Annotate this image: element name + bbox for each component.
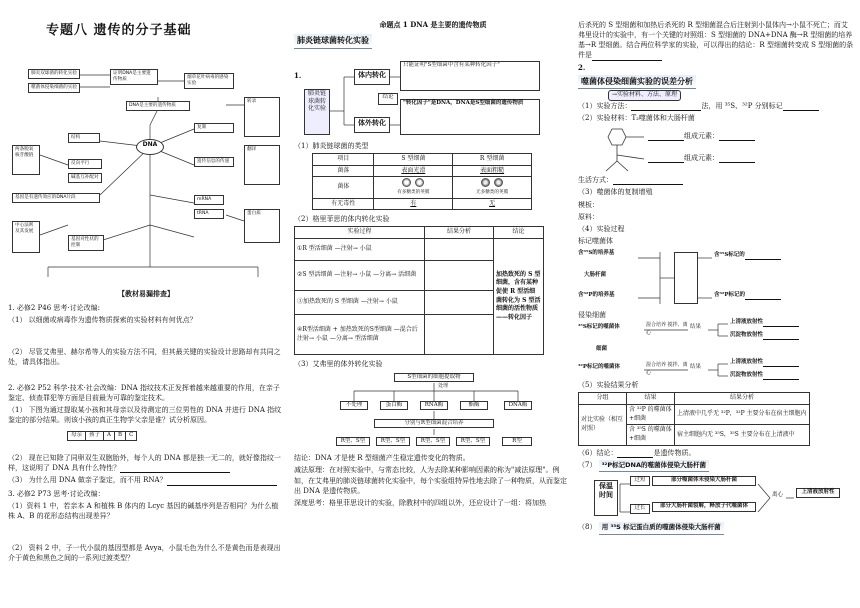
- map-node: 肺炎双球菌的转化实验: [28, 69, 80, 79]
- experiment-item: （2）实验材料：T₂噬菌体和大肠杆菌: [578, 114, 695, 123]
- labeled-result: 含³²P标记的: [714, 292, 781, 300]
- infect-phage-label: ³²P标记的噬菌体: [578, 364, 620, 371]
- cell: 表面粗糙: [453, 165, 532, 177]
- colony-icon: [481, 178, 490, 187]
- labeled-result: 含³⁵S标记的: [714, 252, 781, 260]
- answer-blank[interactable]: [648, 133, 684, 141]
- transform-diagram: [294, 53, 572, 141]
- colony-icon: [415, 178, 424, 187]
- answer-blank[interactable]: [592, 53, 662, 61]
- answer-blank[interactable]: [719, 155, 755, 163]
- answer-blank[interactable]: [745, 292, 781, 300]
- infect-bacteria-label: 细菌: [596, 346, 608, 353]
- avery-part: 蛋白酶: [380, 401, 408, 410]
- continued-text: 后杀死的 S 型细菌和加热后杀死的 R 型细菌混合后注射到小鼠体内→小鼠不死亡；而艾弗里设计的实验中，有一个关键的对照组：S 型细菌的 DNA+DNA 酶→R 型细菌的培养基→R 型细菌。结合两位科学家的实验，可以得出的结论：R 型细菌转变成 S 型细菌的条件是: [578, 21, 854, 60]
- table-caption: （3）艾弗里的体外转化实验: [294, 360, 383, 369]
- subtraction-text: 减法原理：在对照实验中，与常态比较，人为去除某种影响因素的称为"减法原理"。例如，在艾弗里的肺炎链球菌转化实验中，每个实验组特异性地去除了一种物质，从而鉴定出 DNA 是遗传物质。: [294, 466, 567, 495]
- concept-map: [8, 45, 284, 283]
- bacteria-label: 大肠杆菌: [584, 272, 607, 279]
- infect-head: 侵染细菌: [578, 311, 606, 320]
- colony-icon: [402, 178, 411, 187]
- error-result: 上清液放射性: [796, 488, 840, 497]
- table-row: [579, 405, 810, 425]
- question-head: 3. 必修2 P73 思考·讨论改编：: [8, 489, 105, 498]
- answer-blank[interactable]: [167, 478, 277, 486]
- question-item: （1） 以细菌或病毒作为遗传物质探索的实验材料有何优点？: [8, 316, 197, 325]
- template-line: 模板：: [578, 200, 599, 209]
- experiment-item: （1）实验方法： 法，用 ³⁵S、³²P 分别标记: [578, 101, 854, 111]
- table-header: R 型细菌: [453, 153, 532, 165]
- griffith-table: [294, 226, 544, 355]
- map-node: 复制: [194, 123, 234, 133]
- table-header: 分组: [579, 393, 627, 405]
- mix-label: 混合培养 搅拌、离心: [646, 362, 688, 376]
- cell: 无: [453, 198, 532, 210]
- map-node: 烟草花叶病毒的感染实验: [184, 73, 234, 89]
- avery-top: S型细菌的细胞提取物: [394, 373, 474, 382]
- map-node: 基因是有遗传效应的DNA片段: [12, 193, 100, 203]
- column-middle: [294, 0, 572, 608]
- cell: 对比实验（相互对照）: [579, 405, 627, 446]
- table-caption: （1）肺炎链球菌的类型: [294, 141, 369, 150]
- fingerprint-label: 孩子: [85, 431, 104, 441]
- error-desc: 部分大肠杆菌裂解，释放子代噬菌体: [652, 502, 756, 511]
- table-caption: （2）格里菲思的体内转化实验: [294, 215, 390, 224]
- question-item: （3） 为什么用 DNA 做亲子鉴定，而不用 RNA？: [8, 475, 284, 485]
- cell: 宿主细胞内无 ³⁵S，³⁵S 主要分布在上清液中: [675, 425, 810, 445]
- section-banner: 噬菌体侵染细菌实验的误差分析: [578, 75, 696, 90]
- table-header: 结果分析: [675, 393, 810, 405]
- cell: ④R型活细菌 + 加热致死的S型细菌 —混合后注射→ 小鼠 —分离→ 型活细菌: [295, 315, 425, 355]
- topic-head: 命题点 1 DNA 是主要的遗传物质: [379, 20, 487, 29]
- map-node: 证明DNA是主要遗传物质: [110, 69, 158, 85]
- avery-result: R型、S型: [376, 437, 410, 446]
- map-center: DNA: [136, 139, 164, 155]
- supernatant-result: 上清液放射性: [730, 319, 799, 327]
- cell: 有无毒性: [313, 198, 374, 210]
- map-node: tRNA: [194, 209, 224, 219]
- item-number: 2.: [578, 62, 586, 72]
- table-header: 结果: [627, 393, 675, 405]
- element-label: 组成元素：: [648, 153, 755, 163]
- deep-thought-text: 深度思考：格里菲思设计的实验，除教材中的四组以外，还应设计了一组：将加热: [294, 498, 546, 507]
- cell: ②S 型活细菌 —注射→ 小鼠 —分离→ 活细菌: [295, 261, 425, 291]
- avery-result: R型、S型: [456, 437, 490, 446]
- fingerprint-label: A: [103, 431, 115, 441]
- column-left: [8, 0, 284, 608]
- result-tag: 结论: [378, 93, 398, 105]
- replicate-head: （3）噬菌体的复制增殖: [578, 188, 653, 197]
- answer-blank[interactable]: [648, 155, 684, 163]
- cell: 含 ³²P 的噬菌体+细菌: [627, 405, 675, 425]
- cell: 上清液中几乎无 ³²P，³²P 主要分布在宿主细胞内: [675, 405, 810, 425]
- avery-process: 处理: [438, 383, 449, 390]
- cell: 无多糖类的荚膜: [453, 177, 532, 198]
- cell: 菌落: [313, 165, 374, 177]
- question-item: （2） 现在已知除了同卵双生双胞胎外，每个人的 DNA 都是独一无二的，就好像指纹一样，这说明了 DNA 具有什么特性？: [8, 454, 281, 473]
- question-2: [8, 383, 284, 486]
- table-row: [313, 165, 532, 177]
- cell: [425, 261, 494, 291]
- map-node: 反向平行: [68, 159, 102, 169]
- section-title: 【教材易漏排查】: [118, 288, 174, 298]
- supernatant-result: 上清液放射性: [730, 359, 799, 367]
- answer-blank[interactable]: [763, 332, 799, 340]
- error-desc: 部分噬菌体未侵染大肠杆菌: [652, 476, 756, 485]
- exp-note: "转化因子"是DNA，DNA是S型细菌的遗传物质: [400, 99, 540, 135]
- avery-part: RNA酶: [420, 401, 448, 410]
- final-banner: 用 ³⁵S 标记蛋白质的噬菌体侵染大肠杆菌: [599, 522, 724, 534]
- table-row: [295, 239, 544, 261]
- material-line: 原料：: [578, 212, 599, 221]
- cell: 有多糖类的荚膜: [374, 177, 453, 198]
- bacteria-types-table: [312, 153, 532, 210]
- column-right: [578, 0, 854, 608]
- fingerprint-label: C: [125, 431, 137, 441]
- fingerprint-label: 母亲: [67, 431, 86, 441]
- item-number: （7） ³²P标记DNA的噬菌体侵染大肠杆菌: [578, 460, 854, 472]
- avery-result: R型、S型: [336, 437, 370, 446]
- map-node: 噬菌体侵染细菌的实验: [28, 83, 80, 93]
- answer-blank[interactable]: [613, 177, 683, 185]
- table-header: 实验过程: [295, 227, 425, 239]
- phage-icon: [592, 125, 652, 175]
- medium-label: 含³⁵S的培养基: [578, 250, 615, 257]
- answer-blank[interactable]: [719, 133, 755, 141]
- avery-part: 酯酶: [460, 401, 488, 410]
- avery-diagram: [294, 371, 572, 453]
- colony-icon: [494, 178, 503, 187]
- cell: [425, 239, 494, 261]
- map-node: 结构: [68, 133, 100, 143]
- question-item: （1）资料 1 中，若亲本 A 和植株 B 体内的 Lcyc 基因的碱基序列是否相同？为什么植株 A、B 的花形态结构出现差异？: [8, 501, 279, 520]
- answer-blank[interactable]: [745, 252, 781, 260]
- answer-blank[interactable]: [763, 319, 799, 327]
- error-diagram: [578, 474, 854, 522]
- cell: [425, 291, 494, 315]
- sediment-result: 沉淀物放射性: [730, 332, 799, 340]
- answer-blank[interactable]: [783, 103, 819, 111]
- map-node: 中心法则及其发展: [12, 221, 40, 253]
- mix-label: 混合培养 搅拌、离心: [646, 322, 688, 336]
- answer-blank[interactable]: [120, 465, 230, 473]
- question-item: （1） 下图为通过提取某小孩和其母亲以及待测定的三位男性的 DNA 并进行 DNA 指纹鉴定的部分结果。则该小孩的真正生物学父亲是谁？试分析原因。: [8, 405, 282, 424]
- culture-box: [674, 252, 698, 304]
- phage-structure: [578, 125, 854, 175]
- answer-blank[interactable]: [763, 372, 799, 380]
- question-head: 1. 必修2 P46 思考·讨论改编:: [8, 303, 101, 312]
- error-tag: 过长: [630, 504, 650, 513]
- question-item: （2） 尽管艾弗里、赫尔希等人的实验方法不同，但其最关键的实验设计思路却有共同之处，请具体指出。: [8, 348, 281, 367]
- sediment-result: 沉淀物放射性: [730, 372, 799, 380]
- map-node: 转录: [244, 97, 280, 137]
- answer-blank[interactable]: [763, 359, 799, 367]
- question-item: （2） 资料 2 中，子一代小鼠的基因型都是 Avya，小鼠毛色为什么不是黄色而是表现出介于黄色和黑色之间的一系列过渡类型？: [8, 543, 281, 563]
- infection-diagram: [578, 319, 854, 380]
- cell: [425, 315, 494, 355]
- map-node: 碱基互补配对: [68, 173, 102, 183]
- answer-blank[interactable]: [631, 103, 701, 111]
- fingerprint-label: B: [114, 431, 126, 441]
- labeling-diagram: [578, 248, 854, 310]
- map-node: DNA是主要的遗传物质: [126, 101, 190, 111]
- item-number: 1.: [294, 70, 302, 80]
- conclusion-text: 结论：DNA 才是使 R 型细菌产生稳定遗传变化的物质。: [294, 454, 470, 463]
- table-header: 项目: [313, 153, 374, 165]
- error-tag: 过短: [630, 476, 650, 485]
- exp-note: 只能证明"S型细菌中含有某种转化因子": [400, 61, 540, 91]
- analysis-caption: （5）实验结果分析: [578, 381, 639, 390]
- table-header: 结论: [494, 227, 544, 239]
- table-row: [313, 198, 532, 210]
- page-title: 专题八 遗传的分子基础: [46, 23, 192, 38]
- table-header: S 型细菌: [374, 153, 453, 165]
- analysis-table: [578, 392, 810, 445]
- avery-part: DNA酶: [504, 401, 532, 410]
- diagram-tag: 肺炎链球菌转化实验: [304, 89, 330, 135]
- cell: 含 ³⁵S 的噬菌体+细菌: [627, 425, 675, 445]
- section-banner: 肺炎链球菌转化实验: [294, 34, 372, 49]
- cell: 表面光滑: [374, 165, 453, 177]
- table-row: [313, 177, 532, 198]
- map-node: 翻译: [244, 145, 280, 185]
- cell: 加热致死的 S 型细菌，含有某种促使 R 型活细菌转化为 S 型活细菌的活性物质——转化因子: [494, 239, 544, 355]
- result-conclusion: （6）结论： 是遗传物质。: [578, 448, 696, 457]
- process-head: （4）实验过程: [578, 224, 625, 233]
- error-left: 保温时间: [594, 480, 618, 516]
- infect-phage-label: ³⁵S标记的噬菌体: [578, 324, 620, 331]
- question-1: [8, 303, 284, 380]
- exp-box: 体外转化: [354, 117, 390, 133]
- exp-box: 体内转化: [354, 69, 390, 85]
- map-node: 蛋白质: [244, 209, 280, 243]
- map-node: 遗传信息的传递: [194, 157, 234, 167]
- question-head: 2. 必修2 P52 科学·技术·社会改编：DNA 指纹技术正发挥着越来越重要的作用，在亲子鉴定、侦查罪犯等方面是目前最为可靠的鉴定技术。: [8, 383, 280, 402]
- map-node: 基因对性状的控制: [68, 235, 104, 251]
- map-node: mRNA: [194, 195, 224, 205]
- label-phage-head: 标记噬菌体: [578, 236, 613, 245]
- dna-fingerprint: [68, 429, 137, 441]
- item-number: （8） 用 ³⁵S 标记蛋白质的噬菌体侵染大肠杆菌: [578, 522, 854, 534]
- centrifuge-label: 离心: [772, 492, 784, 499]
- medium-label: 含³²P的培养基: [578, 292, 615, 299]
- error-banner: ³²P标记DNA的噬菌体侵染大肠杆菌: [599, 460, 709, 472]
- question-3: [8, 489, 284, 564]
- cell: 菌体: [313, 177, 374, 198]
- avery-mid: 分别与R型细菌混合培养: [374, 419, 494, 428]
- avery-part: 不处理: [340, 401, 368, 410]
- answer-blank[interactable]: [617, 450, 653, 458]
- map-node: 两条脱氧核苷酸链: [12, 145, 40, 175]
- cell: ①R 型活细菌 —注射→ 小鼠: [295, 239, 425, 261]
- cell: ③加热致死的 S 型细菌 —注射→ 小鼠: [295, 291, 425, 315]
- avery-result: R型: [502, 437, 532, 446]
- cell: 有: [374, 198, 453, 210]
- result-label: 结果: [690, 324, 702, 331]
- table-header: 结果分析: [425, 227, 494, 239]
- element-label: 组成元素：: [648, 131, 755, 141]
- result-label: 结果: [690, 364, 702, 371]
- life-mode: 生活方式：: [578, 175, 854, 185]
- avery-result: R型、S型: [416, 437, 450, 446]
- sub-banner: →实验材料、方法、原理: [608, 90, 681, 101]
